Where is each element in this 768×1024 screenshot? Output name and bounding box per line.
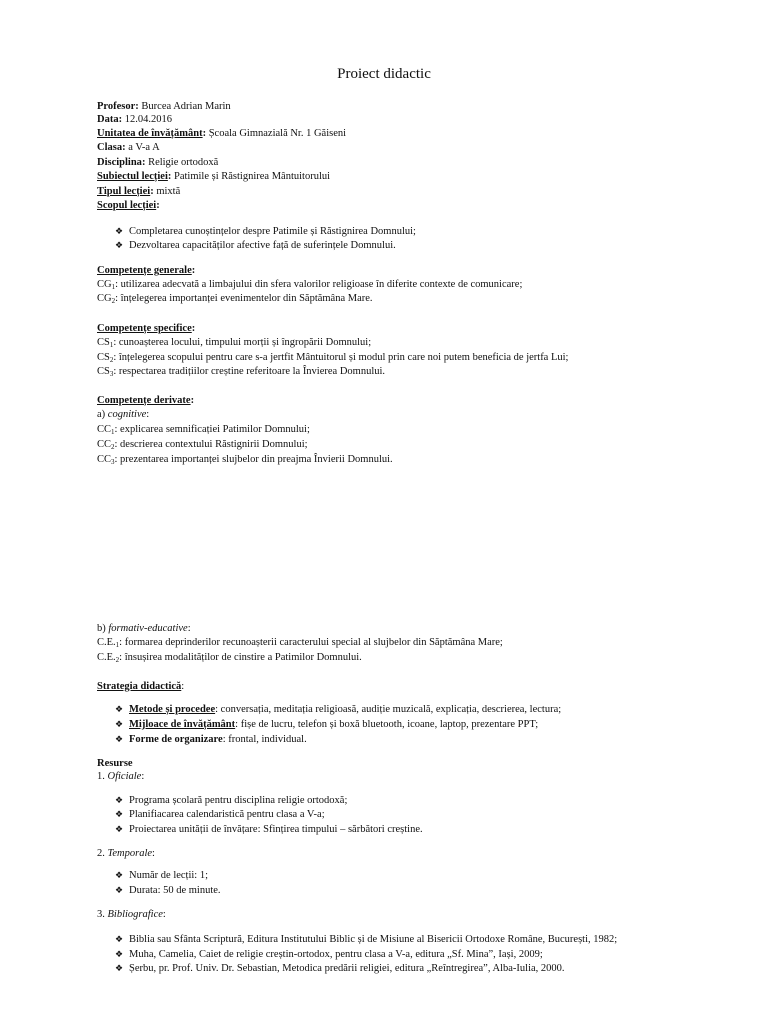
- heading-text: Competențe specifice: [97, 323, 192, 334]
- cg-2: [97, 292, 373, 305]
- code: C.E.: [97, 652, 116, 663]
- code: C.E.: [97, 637, 116, 648]
- heading-text: Competențe generale: [97, 265, 192, 276]
- data-line: [97, 113, 172, 126]
- colon: :: [202, 128, 207, 139]
- document-title: Proiect didactic: [337, 66, 431, 82]
- code: CC: [97, 454, 112, 465]
- list-item: [115, 239, 396, 252]
- bibliografice-label-line: [97, 908, 166, 921]
- subiectul-value: Patimile și Răstignirea Mântuitorului: [174, 171, 331, 182]
- prefix: 1.: [97, 771, 108, 782]
- resurse-heading: [97, 757, 133, 770]
- metode-label: Metode și procedee: [129, 704, 216, 715]
- bullet-icon: ❖: [115, 809, 124, 819]
- bullet-icon: ❖: [115, 719, 124, 729]
- bullet-icon: ❖: [115, 795, 124, 805]
- code-sub: 1: [109, 341, 114, 349]
- heading-text: Strategia didactică: [97, 681, 182, 692]
- disciplina-label: Disciplina: [97, 157, 142, 168]
- prefix: 2.: [97, 848, 108, 859]
- strategia-heading: [97, 680, 184, 693]
- list-item: [115, 808, 325, 821]
- item-text: : înțelegerea importanței evenimentelor din Săptămâna Mare.: [115, 293, 373, 304]
- subiectul-line: [97, 170, 330, 183]
- item-text: : cunoașterea locului, timpului morții și îngropării Domnului;: [113, 337, 372, 348]
- formativ-label-line: [97, 622, 191, 635]
- list-item: [115, 823, 423, 836]
- colon: :: [190, 395, 195, 406]
- ce-1: [97, 636, 503, 649]
- colon: :: [167, 171, 172, 182]
- mijloace-label: Mijloace de învățământ: [129, 719, 236, 730]
- item-text: : formarea deprinderilor recunoașterii caracterului special al slujbelor din Săptămâna Mare;: [119, 637, 503, 648]
- code: CC: [97, 439, 112, 450]
- list-item: [115, 933, 617, 946]
- tipul-label: Tipul lecției: [97, 186, 151, 197]
- list-item: [115, 884, 221, 897]
- list-item-text: Planifiacarea calendaristică pentru clasa a V-a;: [129, 809, 325, 820]
- scopul-line: [97, 199, 160, 212]
- list-item-text: Completarea cunoștințelor despre Patimile și Răstignirea Domnului;: [129, 226, 416, 237]
- forme-value: : frontal, individual.: [222, 734, 307, 745]
- data-value: 12.04.2016: [124, 114, 172, 125]
- colon: :: [152, 848, 155, 859]
- oficiale-label-line: [97, 770, 144, 783]
- cs-1: [97, 336, 371, 349]
- ce-2: [97, 651, 362, 664]
- disciplina-value: Religie ortodoxă: [148, 157, 219, 168]
- code: CG: [97, 293, 112, 304]
- list-item-text: Muha, Camelia, Caiet de religie creștin-ortodox, pentru clasa a V-a, editura „Sf. Mina”, Iași, 2009;: [129, 949, 543, 960]
- bullet-icon: ❖: [115, 949, 124, 959]
- list-item: [115, 733, 307, 746]
- forme-label: Forme de organizare: [129, 734, 223, 745]
- unitatea-value: Școala Gimnazială Nr. 1 Găiseni: [208, 128, 347, 139]
- code: CC: [97, 424, 112, 435]
- list-item-text: Biblia sau Sfânta Scriptură, Editura Institutului Biblic și de Misiune al Bisericii Ortodoxe Române, București, 1982;: [129, 934, 618, 945]
- competente-generale-heading: [97, 264, 195, 277]
- colon: :: [162, 909, 166, 920]
- bullet-icon: ❖: [115, 704, 124, 714]
- mijloace-value: : fișe de lucru, telefon și boxă bluetooth, icoane, laptop, prezentare PPT;: [235, 719, 539, 730]
- colon: :: [118, 114, 123, 125]
- bullet-icon: ❖: [115, 885, 124, 895]
- code-sub: 1: [111, 428, 115, 436]
- list-item: [115, 703, 561, 716]
- colon: :: [156, 200, 160, 211]
- cs-3: [97, 365, 385, 378]
- item-text: : descrierea contextului Răstignirii Domnului;: [114, 439, 308, 450]
- profesor-label: Profesor: [97, 101, 136, 112]
- oficiale-label: Oficiale: [107, 771, 142, 782]
- list-item-text: Dezvoltarea capacităților afective față de suferințele Domnului.: [129, 240, 396, 251]
- colon: :: [191, 265, 196, 276]
- bullet-icon: ❖: [115, 240, 124, 250]
- prefix: a): [97, 409, 108, 420]
- competente-derivate-heading: [97, 394, 194, 407]
- list-item: [115, 225, 416, 238]
- clasa-label: Clasa: [97, 142, 123, 153]
- profesor-line: [97, 100, 231, 113]
- code-sub: 1: [111, 283, 116, 291]
- colon: :: [141, 771, 145, 782]
- tipul-value: mixtă: [156, 186, 181, 197]
- item-text: : însușirea modalităților de cinstire a Patimilor Domnului.: [119, 652, 362, 663]
- item-text: : respectarea tradițiilor creștine referitoare la Învierea Domnului.: [113, 366, 386, 377]
- unitatea-label: Unitatea de învățământ: [97, 128, 203, 139]
- bullet-icon: ❖: [115, 824, 124, 834]
- data-label: Data: [97, 114, 119, 125]
- list-item-text: Număr de lecții: 1;: [129, 870, 209, 881]
- metode-value: : conversația, meditația religioasă, audiție muzicală, explicația, descrierea, lectura;: [215, 704, 562, 715]
- cc-2: [97, 438, 308, 451]
- item-text: : prezentarea importanței slujbelor din preajma Învierii Domnului.: [114, 454, 393, 465]
- colon: :: [181, 681, 185, 692]
- bibliografice-label: Bibliografice: [107, 909, 163, 920]
- bullet-icon: ❖: [115, 226, 124, 236]
- cc-3: [97, 453, 393, 466]
- list-item: [115, 794, 347, 807]
- code-sub: 1: [115, 641, 120, 649]
- code-sub: 2: [109, 356, 114, 364]
- colon: :: [141, 157, 146, 168]
- code-sub: 2: [111, 443, 115, 451]
- list-item-text: Șerbu, pr. Prof. Univ. Dr. Sebastian, Metodica predării religiei, editura „Reîntregirea”, Alba-Iulia, 2000.: [129, 963, 565, 974]
- clasa-line: [97, 141, 160, 154]
- item-text: : utilizarea adecvată a limbajului din sfera valorilor religioase în diferite contexte de comunicare;: [115, 279, 523, 290]
- code: CS: [97, 352, 110, 363]
- list-item-text: Durata: 50 de minute.: [129, 885, 221, 896]
- prefix: 3.: [97, 909, 108, 920]
- formativ-label: formativ-educative: [108, 623, 188, 634]
- colon: :: [150, 186, 154, 197]
- unitatea-line: [97, 127, 346, 140]
- cc-1: [97, 423, 310, 436]
- list-item-text: Proiectarea unității de învățare: Sfințirea timpului – sărbători creștine.: [129, 824, 423, 835]
- list-item: [115, 948, 543, 961]
- list-item: [115, 718, 538, 731]
- code: CS: [97, 337, 110, 348]
- colon: :: [135, 101, 139, 112]
- code-sub: 3: [111, 458, 115, 466]
- prefix: b): [97, 623, 109, 634]
- code-sub: 2: [111, 297, 116, 305]
- code-sub: 2: [115, 656, 120, 664]
- heading-text: Competențe derivate: [97, 395, 191, 406]
- code: CG: [97, 279, 112, 290]
- clasa-value: a V-a A: [128, 142, 160, 153]
- tipul-line: [97, 185, 180, 198]
- list-item: [115, 869, 208, 882]
- colon: :: [191, 323, 196, 334]
- subiectul-label: Subiectul lecției: [97, 171, 168, 182]
- list-item-text: Programa școlară pentru disciplina religie ortodoxă;: [129, 795, 348, 806]
- list-item: [115, 962, 565, 975]
- cs-2: [97, 351, 568, 364]
- competente-specifice-heading: [97, 322, 195, 335]
- cg-1: [97, 278, 522, 291]
- cognitive-label-line: [97, 408, 149, 421]
- heading-text: Resurse: [97, 758, 133, 769]
- disciplina-line: [97, 156, 218, 169]
- temporale-label-line: [97, 847, 155, 860]
- scopul-label: Scopul lecției: [97, 200, 157, 211]
- bullet-icon: ❖: [115, 963, 124, 973]
- cognitive-label: cognitive: [107, 409, 147, 420]
- code-sub: 3: [109, 370, 114, 378]
- item-text: : explicarea semnificației Patimilor Domnului;: [114, 424, 310, 435]
- colon: :: [122, 142, 126, 153]
- colon: :: [187, 623, 191, 634]
- colon: :: [146, 409, 150, 420]
- bullet-icon: ❖: [115, 870, 124, 880]
- profesor-value: Burcea Adrian Marin: [141, 101, 231, 112]
- code: CS: [97, 366, 110, 377]
- bullet-icon: ❖: [115, 734, 124, 744]
- temporale-label: Temporale: [107, 848, 153, 859]
- item-text: : înțelegerea scopului pentru care s-a jertfit Mântuitorul și modul prin care noi putem beneficia de jertfa Lui;: [113, 352, 569, 363]
- bullet-icon: ❖: [115, 934, 124, 944]
